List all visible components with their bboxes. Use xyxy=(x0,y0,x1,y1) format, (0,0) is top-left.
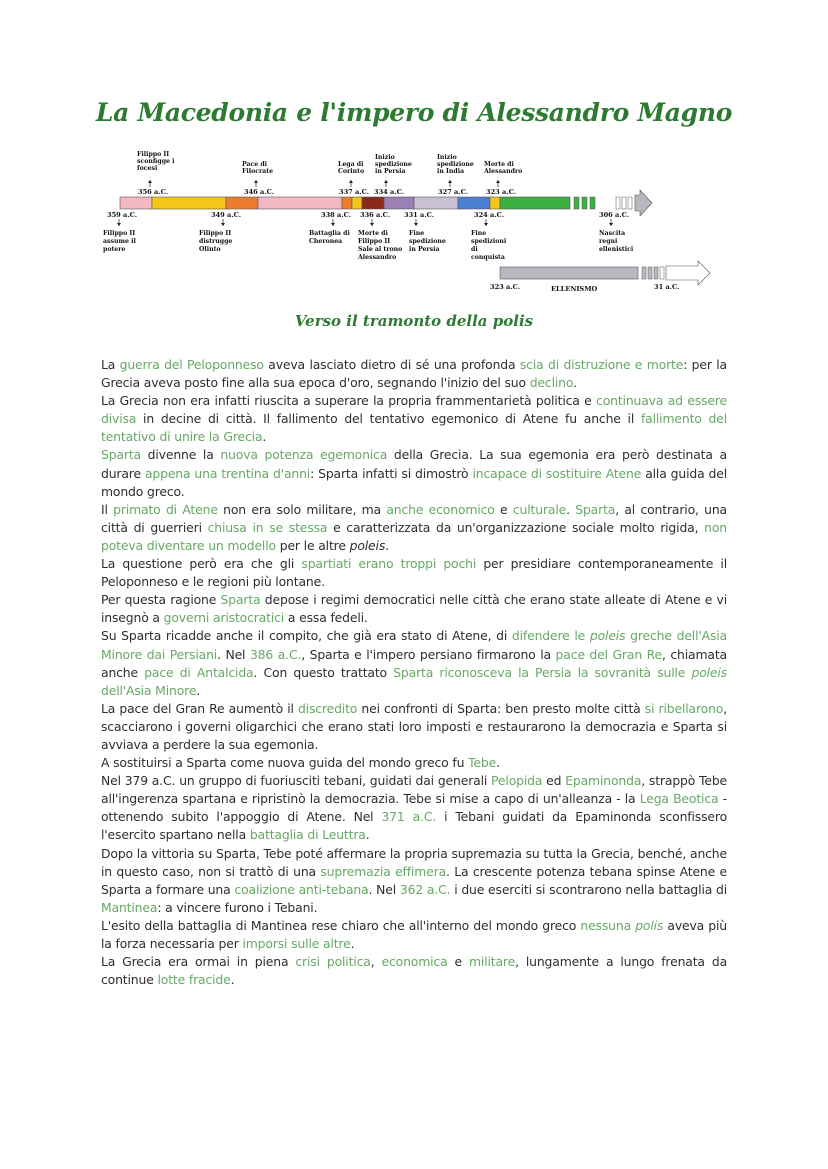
text-run: . Con questo trattato xyxy=(253,664,394,680)
highlight-text: non poteva diventare un modello xyxy=(101,519,727,553)
event-date: 337 a.C. xyxy=(339,188,370,196)
text-run: Per questa ragione xyxy=(101,592,221,608)
paragraph xyxy=(101,555,727,591)
event-label: focesi xyxy=(137,165,158,172)
text-run: . xyxy=(566,501,576,517)
highlight-text: Epaminonda xyxy=(565,773,642,789)
event-label: ellenistici xyxy=(599,246,634,253)
text-run: . xyxy=(385,537,389,553)
highlight-text: scia di distruzione e morte xyxy=(519,357,684,372)
event-date: 306 a.C. xyxy=(599,211,630,219)
text-run: L'esito della battaglia di Mantinea rese chiaro che all'interno del mondo greco xyxy=(101,917,581,933)
paragraph xyxy=(101,953,727,989)
body-text xyxy=(101,356,727,989)
highlight-text: lotte fracide xyxy=(157,972,231,988)
text-run: A sostituirsi a Sparta come nuova guida del mondo greco fu xyxy=(101,755,469,771)
highlight-text: dell'Asia Minore xyxy=(101,682,197,698)
text-run: . xyxy=(262,429,267,445)
paragraph xyxy=(101,591,727,627)
text-run: , scacciarono i governi oligarchici che erano stati loro imposti e restaurarono la democrazia e Sparta si avviava a perdere la sua egemonia. xyxy=(101,700,728,752)
highlight-text: crisi politica xyxy=(295,954,371,970)
text-run: La xyxy=(101,357,120,372)
timeline-diagram xyxy=(0,140,828,300)
text-run: nei confronti di Sparta: ben presto molte città xyxy=(357,700,645,716)
text-run: divenne la xyxy=(140,447,221,463)
event-date: 359 a.C. xyxy=(107,211,138,219)
event-label: Lega di xyxy=(338,161,364,168)
text-run: i due eserciti si scontrarono nella battaglia di xyxy=(450,881,728,897)
text-run: La Grecia era ormai in piena xyxy=(101,954,296,970)
text-run: per le altre xyxy=(275,537,350,553)
segment-purple xyxy=(384,197,414,209)
event-label: Fine xyxy=(409,230,425,237)
text-run: aveva lasciato dietro di sé una profonda xyxy=(263,357,520,372)
paragraph xyxy=(101,501,727,555)
event-date: 346 a.C. xyxy=(244,188,275,196)
highlight-text: battaglia di Leuttra xyxy=(249,827,366,843)
highlight-text: declino xyxy=(529,375,574,391)
event-label: spedizione xyxy=(375,161,412,168)
event-label: potere xyxy=(103,246,126,253)
highlight-text: militare xyxy=(468,954,516,970)
event-label: Fine xyxy=(471,230,487,237)
event-label: Filippo II xyxy=(137,151,170,158)
text-run: e xyxy=(494,501,513,517)
highlight-text: primato di Atene xyxy=(113,501,218,517)
text-run: . xyxy=(573,375,577,391)
text-run: non era solo militare, ma xyxy=(217,501,387,517)
highlight-text: Sparta riconosceva la Persia la sovranità sulle xyxy=(393,664,692,680)
segment-orange-2 xyxy=(342,197,352,209)
event-label: Cheronea xyxy=(309,238,343,245)
text-run: e xyxy=(447,954,469,970)
text-run: , xyxy=(370,954,382,970)
text-run: i Tebani guidati da Epaminonda sconfissero l'esercito spartano nella xyxy=(101,809,727,843)
event-label: Sale al trono xyxy=(358,246,403,253)
text-run: La pace del Gran Re aumentò il xyxy=(101,700,298,716)
highlight-text: poleis xyxy=(589,628,626,644)
event-label: Pace di xyxy=(242,161,268,168)
segment-pink-1 xyxy=(120,197,152,209)
event-label: Olinto xyxy=(199,246,221,253)
paragraph xyxy=(101,772,727,844)
highlight-text: governi aristocratici xyxy=(163,610,285,626)
highlight-text: pace del Gran Re xyxy=(555,646,662,662)
text-run: della Grecia. La sua egemonia era però destinata a durare xyxy=(101,447,727,481)
segment-yellow-2 xyxy=(352,197,362,209)
text-run: : per la Grecia aveva posto fine alla sua epoca d'oro, segnando l'inizio del suo xyxy=(101,357,727,391)
highlight-text: guerra del Peloponneso xyxy=(119,357,264,372)
event-label: Alessandro xyxy=(358,254,397,261)
highlight-text: Mantinea xyxy=(101,899,158,915)
event-label: spedizioni xyxy=(471,238,507,245)
event-date: 331 a.C. xyxy=(404,211,435,219)
text-run: Nel 379 a.C. un gruppo di fuoriusciti tebani, guidati dai generali xyxy=(101,773,492,789)
highlight-text: difendere le xyxy=(511,628,590,644)
segment-yellow-3 xyxy=(490,197,500,209)
event-label: sconfigge i xyxy=(137,158,175,165)
text-run: , Sparta e l'impero persiano firmarono la xyxy=(301,646,556,662)
hellenism-bar xyxy=(500,267,638,279)
segment-gray xyxy=(414,197,458,209)
event-label: Filippo II xyxy=(358,238,391,245)
text-run: , chiamata anche xyxy=(101,646,727,680)
text-run: La questione però era che gli xyxy=(101,556,302,572)
text-run: aveva più la forza necessaria per xyxy=(101,917,727,951)
text-run: - ottenendo subito l'appoggio di Atene. Nel xyxy=(101,791,727,825)
segment-orange xyxy=(226,197,258,209)
event-label: regni xyxy=(599,238,618,245)
highlight-text: nessuna xyxy=(580,917,636,933)
text-run: . xyxy=(196,682,201,698)
text-run: . xyxy=(350,936,355,951)
highlight-text: economica xyxy=(381,954,448,970)
event-label: Filippo II xyxy=(103,230,136,237)
paragraph xyxy=(101,627,727,699)
text-run: . Nel xyxy=(368,881,400,897)
highlight-text: imporsi sulle altre xyxy=(242,936,351,951)
highlight-text: poleis xyxy=(349,537,386,553)
event-label: in Persia xyxy=(409,246,440,253)
section-subtitle xyxy=(0,312,828,330)
highlight-text: discredito xyxy=(297,700,358,716)
event-label: Battaglia di xyxy=(309,230,350,237)
event-label: Filippo II xyxy=(199,230,232,237)
text-run: : a vincere furono i Tebani. xyxy=(157,899,318,915)
event-label: spedizione xyxy=(437,161,474,168)
text-run: Il xyxy=(101,501,114,517)
highlight-text: continuava ad essere divisa xyxy=(101,393,727,427)
highlight-text: Tebe xyxy=(468,755,497,771)
text-run: . xyxy=(365,827,370,843)
highlight-text: greche dell'Asia Minore dai Persiani xyxy=(101,628,727,662)
event-label: Morte di xyxy=(484,161,514,168)
event-date: 323 a.C. xyxy=(486,188,517,196)
paragraph xyxy=(101,700,727,754)
text-run: . xyxy=(496,755,500,771)
highlight-text: polis xyxy=(635,917,664,933)
subtitle-text: Verso il tramonto della xyxy=(294,312,493,330)
highlight-text: Sparta xyxy=(220,592,261,608)
highlight-text: Lega Beotica xyxy=(639,791,719,807)
text-run: per presidiare contemporaneamente il Peloponneso e le regioni più lontane. xyxy=(101,556,727,590)
highlight-text: anche economico xyxy=(386,501,495,517)
paragraph xyxy=(101,392,727,446)
event-label: Corinto xyxy=(338,168,365,175)
text-run: , al contrario, una città di guerrieri xyxy=(101,501,727,535)
highlight-text: supremazia effimera xyxy=(320,863,447,879)
text-run: a essa fedeli. xyxy=(284,610,368,626)
text-run: , lungamente a lungo frenata da continue xyxy=(101,954,728,988)
event-label: Inizio xyxy=(437,154,457,161)
event-label: assume il xyxy=(103,238,136,245)
event-label: in Persia xyxy=(375,168,406,175)
event-label: di xyxy=(471,246,478,253)
highlight-text: poleis xyxy=(691,664,727,680)
event-label: Nascita xyxy=(599,230,626,237)
segment-yellow xyxy=(152,197,226,209)
highlight-text: Sparta xyxy=(575,501,616,517)
text-run: . La crescente potenza tebana spinse Atene e Sparta a formare una xyxy=(101,863,727,897)
event-date: 349 a.C. xyxy=(211,211,242,219)
text-run: depose i regimi democratici nelle città che erano state alleate di Atene e vi insegnò a xyxy=(101,592,727,626)
highlight-text: chiusa in se stessa xyxy=(207,519,328,535)
paragraph xyxy=(101,446,727,500)
paragraph xyxy=(101,917,727,953)
hellenism-start: 323 a.C. xyxy=(490,283,521,291)
text-run: in decine di città. Il fallimento del tentativo egemonico di Atene fu anche il xyxy=(136,411,641,427)
text-run: Dopo la vittoria su Sparta, Tebe poté affermare la propria supremazia su tutta la Grecia, benché, anche in questo caso, non si trattò di una xyxy=(101,845,727,879)
subtitle-polis: polis xyxy=(492,312,534,330)
timeline-arrow-head xyxy=(635,190,652,216)
highlight-text: culturale xyxy=(512,501,567,517)
highlight-text: 362 a.C. xyxy=(399,881,451,897)
highlight-text: Sparta xyxy=(101,447,141,463)
event-label: distrugge xyxy=(199,238,233,245)
text-run: Su Sparta ricadde anche il compito, che già era stato di Atene, di xyxy=(101,628,512,644)
highlight-text: fallimento del tentativo di unire la Grecia xyxy=(101,411,727,445)
segment-blue xyxy=(458,197,490,209)
text-run: . Nel xyxy=(217,646,250,662)
highlight-text: appena una trentina d'anni xyxy=(144,465,311,481)
highlight-text: spartiati erano troppi pochi xyxy=(301,556,477,572)
segment-pink-2 xyxy=(258,197,342,209)
highlight-text: pace di Antalcida xyxy=(144,664,254,680)
text-run: e caratterizzata da un'organizzazione sociale molto rigida, xyxy=(327,519,705,535)
event-label: Inizio xyxy=(375,154,395,161)
paragraph xyxy=(101,845,727,917)
event-label: Alessandro xyxy=(484,168,523,175)
segment-red xyxy=(362,197,384,209)
segment-green xyxy=(500,197,570,209)
event-date: 324 a.C. xyxy=(474,211,505,219)
highlight-text: si ribellarono xyxy=(644,700,724,716)
text-run: La Grecia non era infatti riuscita a superare la propria frammentarietà politica e xyxy=(101,393,597,409)
event-date: 356 a.C. xyxy=(138,188,169,196)
event-date: 336 a.C. xyxy=(360,211,391,219)
paragraph xyxy=(101,356,727,392)
event-date: 338 a.C. xyxy=(321,211,352,219)
highlight-text: incapace di sostituire Atene xyxy=(472,465,642,481)
highlight-text: 386 a.C. xyxy=(249,646,302,662)
text-run: : Sparta infatti si dimostrò xyxy=(310,465,473,481)
text-run: , strappò Tebe all'ingerenza spartana e ripristinò la democrazia. Tebe si mise a capo di un'alleanza - la xyxy=(101,773,728,807)
hellenism-end: 31 a.C. xyxy=(654,283,680,291)
highlight-text: Pelopida xyxy=(491,773,543,789)
event-label: in India xyxy=(437,168,465,175)
text-run: alla guida del mondo greco. xyxy=(101,465,727,499)
text-run: ed xyxy=(542,773,566,789)
paragraph xyxy=(101,754,727,772)
event-label: Morte di xyxy=(358,230,388,237)
highlight-text: nuova potenza egemonica xyxy=(220,447,388,463)
event-label: conquista xyxy=(471,254,505,261)
page-title: La Macedonia e l'impero di Alessandro Magno xyxy=(95,98,733,127)
event-label: spedizione xyxy=(409,238,446,245)
highlight-text: 371 a.C. xyxy=(381,809,437,825)
event-date: 327 a.C. xyxy=(438,188,469,196)
highlight-text: coalizione anti-tebana xyxy=(234,881,369,897)
hellenism-arrow-head xyxy=(666,261,710,285)
hellenism-label: ELLENISMO xyxy=(551,285,598,293)
event-date: 334 a.C. xyxy=(374,188,405,196)
event-label: Filocrate xyxy=(242,168,274,175)
text-run: . xyxy=(230,972,235,988)
